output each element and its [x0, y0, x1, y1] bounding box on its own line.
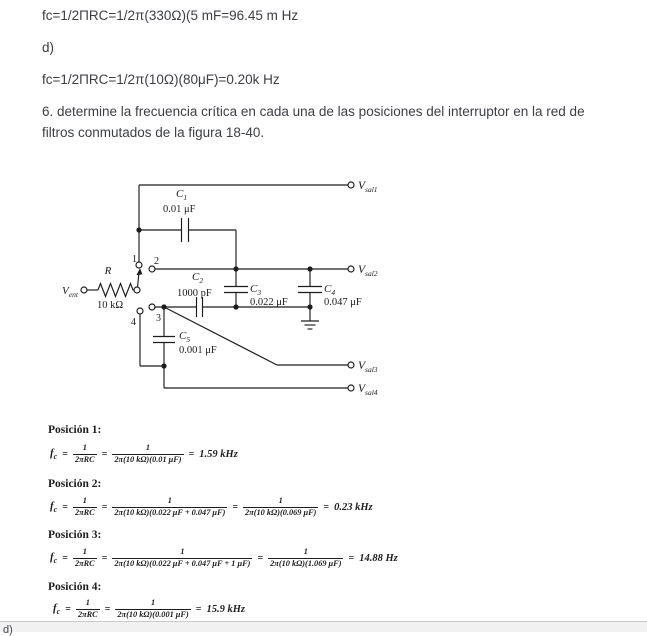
- circuit-diagram: [55, 155, 405, 405]
- switch-contact-3: [149, 304, 155, 310]
- vsal4-terminal: [348, 385, 354, 391]
- equals-sign: =: [101, 448, 108, 460]
- position-2-header: Posición 2:: [48, 478, 102, 490]
- equals-sign: =: [323, 501, 330, 513]
- contact-3-label: 3: [156, 313, 161, 324]
- fraction-general: $\frac{1}{\text{2πRC}}$: [77, 598, 98, 619]
- equals-sign: =: [188, 448, 195, 460]
- equals-sign: =: [101, 552, 108, 564]
- c1-value: 0.01 μF: [163, 204, 196, 215]
- problem-statement: 6. determine la frecuencia crítica en cada una de las posiciones del interruptor en la red de filtros conmutados de la figura 18-40.: [42, 104, 585, 140]
- formula-position-3: [50, 547, 398, 570]
- resistor-name: R: [104, 265, 112, 277]
- fraction-simplified: $\frac{1}{2\pi(10 k\Omega)(0.069 \mu F)}$: [245, 496, 317, 517]
- input-terminal: [62, 285, 98, 299]
- equals-sign: =: [232, 501, 239, 513]
- fc-symbol: $f_c$: [53, 602, 61, 617]
- vsal2-label: $V_{sal2}$: [358, 264, 378, 278]
- c1-label: $C_1$: [176, 188, 188, 202]
- c2-label: $C_2$: [192, 271, 204, 285]
- capacitor-c5: [153, 307, 217, 366]
- equals-sign: =: [62, 552, 68, 564]
- capacitor-c1: [182, 218, 189, 242]
- c5-value: 0.001 μF: [179, 345, 217, 356]
- vsal3-label: $V_{sal3}$: [358, 360, 378, 374]
- fraction-substituted: $\frac{1}{2\pi(10 k\Omega)(0.01 \mu F)}$: [114, 443, 182, 464]
- capacitor-c3: [224, 269, 288, 308]
- contact-1-label: 1: [132, 254, 137, 265]
- c3-value: 0.022 μF: [250, 297, 288, 308]
- fraction-substituted: $\frac{1}{2\pi(10 k\Omega)(0.001 \mu F)}$: [117, 598, 189, 619]
- equals-sign: =: [104, 603, 111, 615]
- result-value: 15.9 kHz: [206, 603, 245, 615]
- fraction-general: $\frac{1}{\text{2πRC}}$: [74, 443, 95, 464]
- switch-pole: [134, 287, 140, 293]
- equals-sign: =: [257, 552, 264, 564]
- clipped-text-fragment: d): [3, 624, 13, 636]
- rotary-switch: [131, 254, 161, 328]
- equals-sign: =: [62, 448, 68, 460]
- resistor-value: 10 kΩ: [97, 300, 124, 311]
- result-value: 0.23 kHz: [334, 501, 373, 513]
- position-4-header: Posición 4:: [48, 581, 102, 593]
- branch-c1: [136, 182, 354, 269]
- capacitor-c4: [298, 269, 362, 308]
- equals-sign: =: [101, 501, 108, 513]
- branch-c2: [155, 271, 313, 317]
- c4-value: 0.047 μF: [324, 297, 362, 308]
- position-1-header: Posición 1:: [48, 424, 102, 436]
- formula-position-2: [50, 496, 373, 519]
- contact-4-label: 4: [131, 317, 136, 328]
- equals-sign: =: [195, 603, 202, 615]
- equals-sign: =: [348, 552, 355, 564]
- item-d-label: d): [42, 40, 55, 55]
- fraction-substituted: $\frac{1}{2\pi(10 k\Omega)(0.022 \mu F + 0.047 \mu F + 1 \mu F)}$: [114, 547, 251, 568]
- fraction-general: $\frac{1}{\text{2πRC}}$: [74, 547, 95, 568]
- formula-position-1: [50, 443, 238, 466]
- fraction-substituted: $\frac{1}{2\pi(10 k\Omega)(0.022 \mu F + 0.047 \mu F)}$: [114, 496, 226, 517]
- vsal4-label: $V_{sal4}$: [358, 383, 378, 397]
- result-value: 1.59 kHz: [199, 448, 238, 460]
- vsal2-terminal: [348, 266, 354, 272]
- footer-strip: [0, 621, 647, 632]
- fc-symbol: $f_c$: [50, 500, 58, 515]
- fc-symbol: $f_c$: [50, 447, 58, 462]
- solution-line-c: fc=1/2ΠRC=1/2π(330Ω)(5 mF=96.45 m Hz: [42, 8, 299, 23]
- contact-2-label: 2: [154, 256, 159, 267]
- vent-label: $V_{ent}$: [62, 285, 78, 299]
- branch-vsal2: [155, 266, 354, 272]
- solution-line-d: fc=1/2ΠRC=1/2π(10Ω)(80μF)=0.20k Hz: [42, 72, 280, 87]
- c4-label: $C_4$: [324, 283, 336, 297]
- equals-sign: =: [62, 501, 68, 513]
- c3-label: $C_3$: [250, 283, 262, 297]
- branch-vsal3: [164, 307, 354, 368]
- ground-icon: [301, 307, 319, 329]
- equals-sign: =: [65, 603, 71, 615]
- fraction-simplified: $\frac{1}{2\pi(10 k\Omega)(1.069 \mu F)}$: [270, 547, 342, 568]
- switch-contact-4: [137, 308, 143, 314]
- vsal3-terminal: [348, 362, 354, 368]
- fc-symbol: $f_c$: [50, 551, 58, 566]
- formula-position-4: [53, 598, 245, 621]
- vsal1-terminal: [348, 182, 354, 188]
- resistor: [97, 265, 134, 311]
- branch-vsal4: [140, 314, 354, 391]
- fraction-general: $\frac{1}{\text{2πRC}}$: [74, 496, 95, 517]
- position-3-header: Posición 3:: [48, 529, 102, 541]
- c2-value: 1000 pF: [177, 288, 212, 299]
- vsal1-label: $V_{sal1}$: [358, 180, 378, 194]
- c5-label: $C_5$: [179, 330, 191, 344]
- result-value: 14.88 Hz: [359, 552, 398, 564]
- switch-wiper-arrow: [136, 268, 142, 275]
- capacitor-c2: [197, 297, 203, 317]
